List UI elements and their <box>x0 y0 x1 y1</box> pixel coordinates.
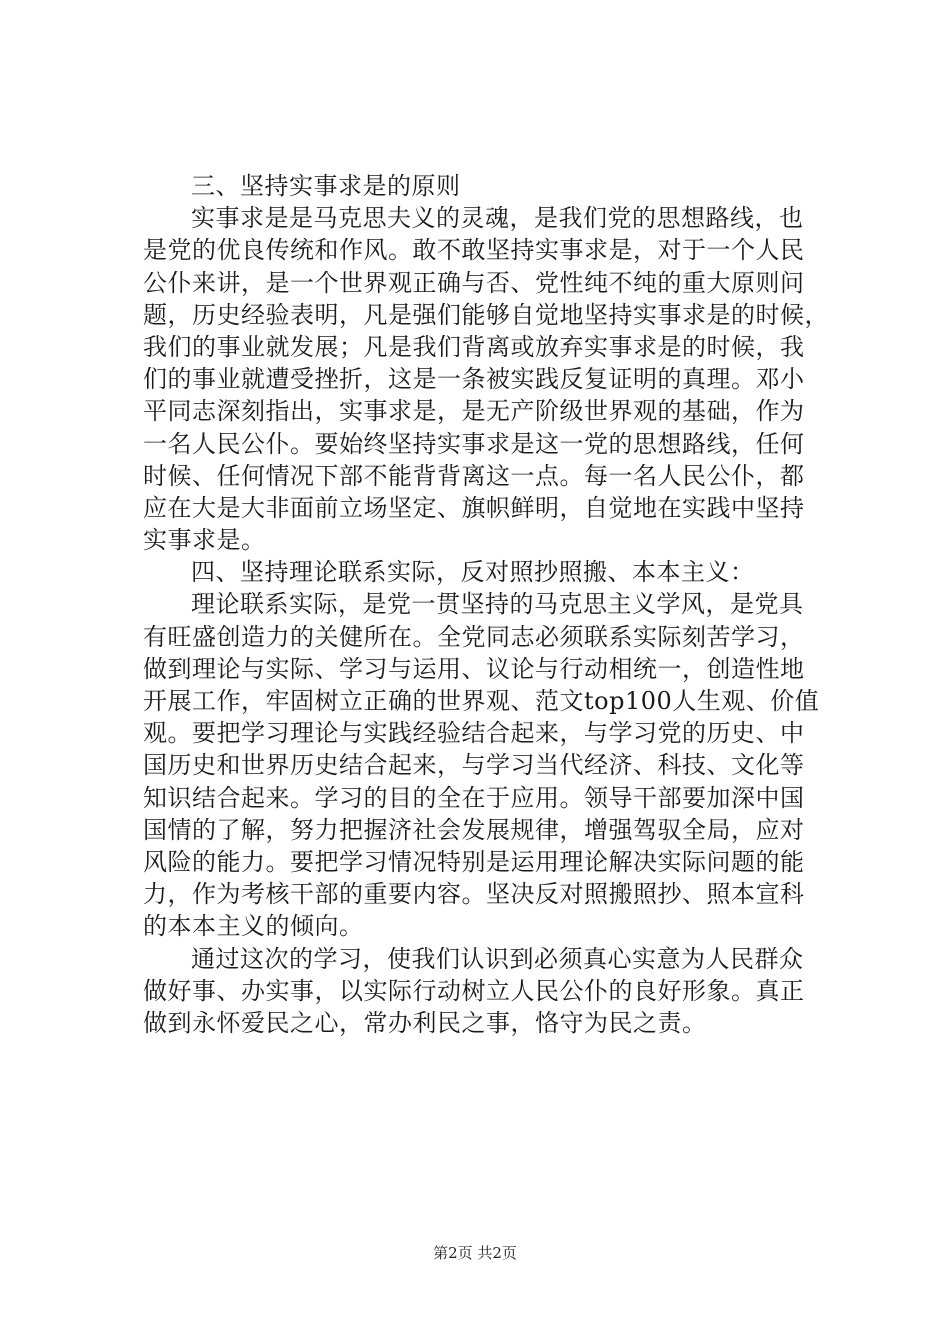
paragraph-line: 理论联系实际，是党一贯坚持的马克思主义学风，是党具 <box>191 590 804 619</box>
document-body <box>143 170 843 1039</box>
paragraph-line: 有旺盛创造力的关健所在。全党同志必须联系实际刻苦学习， <box>143 622 805 651</box>
paragraph-line: 平同志深刻指出，实事求是，是无产阶级世界观的基础，作为 <box>143 397 805 426</box>
paragraph-line: 国情的了解，努力把握济社会发展规律，增强驾驭全局，应对 <box>143 815 805 844</box>
paragraph-line: 做好事、办实事，以实际行动树立人民公仆的良好形象。真正 <box>143 976 805 1005</box>
paragraph-line: 力，作为考核干部的重要内容。坚决反对照搬照抄、照本宣科 <box>143 880 805 909</box>
paragraph-line: 们的事业就遭受挫折，这是一条被实践反复证明的真理。邓小 <box>143 365 805 394</box>
paragraph-line: 知识结合起来。学习的目的全在于应用。领导干部要加深中国 <box>143 783 805 812</box>
section-heading-3: 三、坚持实事求是的原则 <box>191 172 461 200</box>
paragraph-line: 是党的优良传统和作风。敢不敢坚持实事求是，对于一个人民 <box>143 236 805 265</box>
paragraph-line: 观。要把学习理论与实践经验结合起来，与学习党的历史、中 <box>143 719 805 748</box>
paragraph-line: 一名人民公仆。要始终坚持实事求是这一党的思想路线，任何 <box>143 429 805 458</box>
paragraph-line: 题，历史经验表明，凡是强们能够自觉地坚持实事求是的时候， <box>143 300 829 329</box>
paragraph-line: 公仆来讲，是一个世界观正确与否、党性纯不纯的重大原则问 <box>143 268 805 297</box>
paragraph-line: 风险的能力。要把学习情况特别是运用理论解决实际问题的能 <box>143 847 805 876</box>
paragraph-line: 时候、任何情况下部不能背背离这一点。每一名人民公仆，都 <box>143 461 805 490</box>
paragraph-line: 国历史和世界历史结合起来，与学习当代经济、科技、文化等 <box>143 751 805 780</box>
paragraph-line: 应在大是大非面前立场坚定、旗帜鲜明，自觉地在实践中坚持 <box>143 493 805 522</box>
paragraph-line: 实事求是。 <box>143 526 266 555</box>
paragraph-line: 实事求是是马克思夫义的灵魂，是我们党的思想路线，也 <box>191 204 804 233</box>
paragraph-line: 做到理论与实际、学习与运用、议论与行动相统一，创造性地 <box>143 654 805 683</box>
paragraph-line: 通过这次的学习，使我们认识到必须真心实意为人民群众 <box>191 944 804 973</box>
page-footer: 第2页 共2页 <box>433 1244 517 1262</box>
paragraph-line: 做到永怀爱民之心，常办利民之事，恪守为民之责。 <box>143 1008 707 1037</box>
paragraph-line: 的本本主义的倾向。 <box>143 912 364 941</box>
section-heading-4: 四、坚持理论联系实际，反对照抄照搬、本本主义： <box>191 558 755 587</box>
paragraph-line: 我们的事业就发展；凡是我们背离或放弃实事求是的时候，我 <box>143 332 805 361</box>
paragraph-line: 开展工作，牢固树立正确的世界观、范文top100人生观、价值 <box>143 687 820 715</box>
